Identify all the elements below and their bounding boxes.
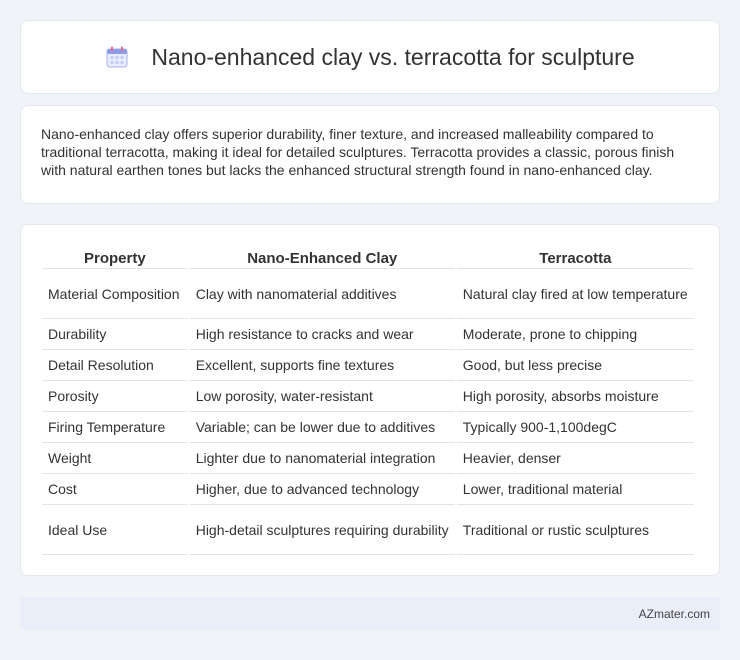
row-terracotta-value: High porosity, absorbs moisture: [457, 381, 694, 412]
row-terracotta-value: Traditional or rustic sculptures: [457, 505, 694, 555]
table-row: [42, 412, 694, 443]
comparison-table-card: [20, 224, 720, 576]
table-row: [42, 381, 694, 412]
header-terracotta: Terracotta: [457, 245, 694, 269]
row-property: Detail Resolution: [42, 350, 188, 381]
table-row: [42, 505, 694, 555]
header-nano-enhanced-clay: Nano-Enhanced Clay: [190, 245, 455, 269]
summary-card: [20, 105, 720, 204]
header-property: Property: [42, 245, 188, 269]
calendar-icon: [105, 45, 129, 69]
row-property: Porosity: [42, 381, 188, 412]
row-nano-value: High-detail sculptures requiring durability: [190, 505, 455, 555]
row-nano-value: High resistance to cracks and wear: [190, 319, 455, 350]
table-row: [42, 443, 694, 474]
row-terracotta-value: Good, but less precise: [457, 350, 694, 381]
summary-text: Nano-enhanced clay offers superior durability, finer texture, and increased malleability compared to traditional terracotta, making it ideal for detailed sculptures. Terracotta provides a classic, porous finish with natural earthen tones but lacks the enhanced structural strength found in nano-enhanced clay.: [41, 126, 675, 178]
row-property: Ideal Use: [42, 505, 188, 555]
row-nano-value: Low porosity, water-resistant: [190, 381, 455, 412]
footer: [20, 597, 720, 630]
row-nano-value: Higher, due to advanced technology: [190, 474, 455, 505]
row-nano-value: Excellent, supports fine textures: [190, 350, 455, 381]
row-property: Durability: [42, 319, 188, 350]
row-nano-value: Lighter due to nanomaterial integration: [190, 443, 455, 474]
title-card: [20, 20, 720, 94]
table-row: [42, 319, 694, 350]
table-row: [42, 269, 694, 319]
row-nano-value: Variable; can be lower due to additives: [190, 412, 455, 443]
table-header-row: [42, 245, 694, 269]
row-property: Cost: [42, 474, 188, 505]
table-row: [42, 350, 694, 381]
row-terracotta-value: Natural clay fired at low temperature: [457, 269, 694, 319]
page-title: Nano-enhanced clay vs. terracotta for sculpture: [151, 43, 635, 70]
row-property: Material Composition: [42, 269, 188, 319]
row-terracotta-value: Typically 900-1,100degC: [457, 412, 694, 443]
row-property: Firing Temperature: [42, 412, 188, 443]
table-row: [42, 474, 694, 505]
row-terracotta-value: Lower, traditional material: [457, 474, 694, 505]
row-terracotta-value: Moderate, prone to chipping: [457, 319, 694, 350]
row-property: Weight: [42, 443, 188, 474]
footer-brand[interactable]: AZmater.com: [638, 606, 710, 621]
comparison-table: [40, 245, 696, 555]
row-nano-value: Clay with nanomaterial additives: [190, 269, 455, 319]
row-terracotta-value: Heavier, denser: [457, 443, 694, 474]
